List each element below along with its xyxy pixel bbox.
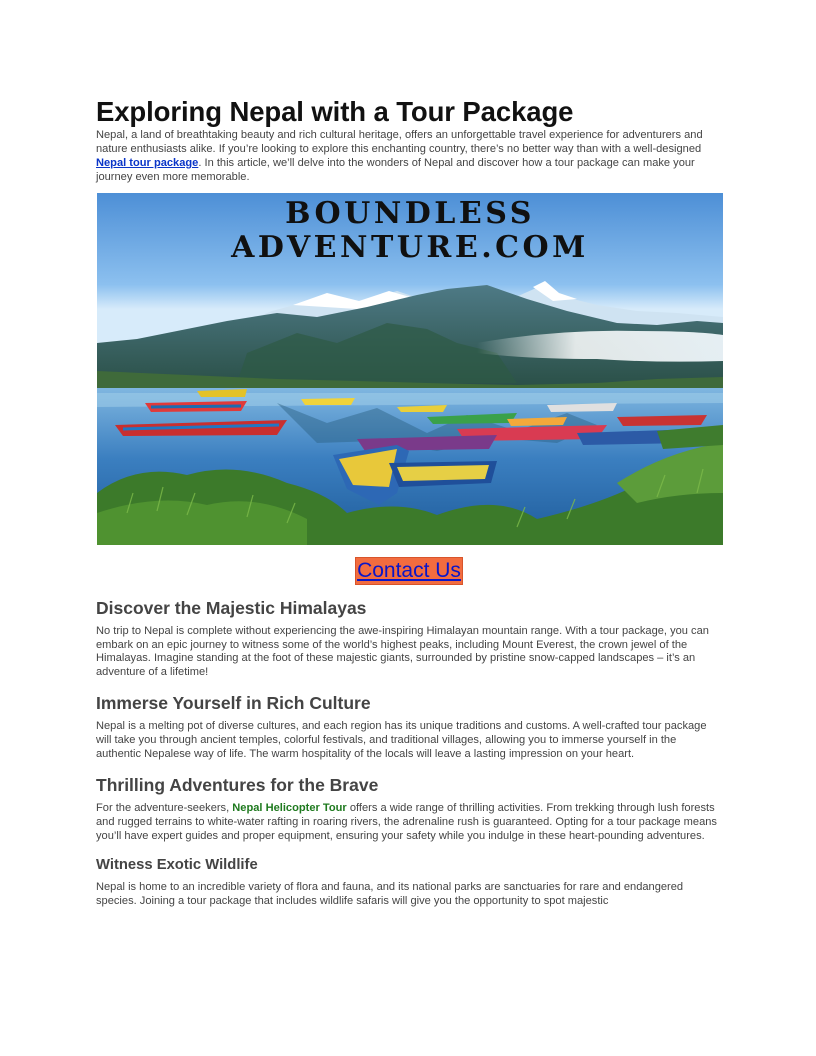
nepal-helicopter-tour-link[interactable]: Nepal Helicopter Tour [232,801,347,814]
contact-us-button[interactable]: Contact Us [355,557,463,585]
brand-line-1: BOUNDLESS [285,195,535,231]
adventures-text-end: offers a wide range of thrilling activities. From trekking through lush forests and rugged terrains to white-water rafting in roaring rivers, the adrenaline rush is guaranteed. Opting for a tour package means you’ll have expert guides and proper equipment, ensuring your safety while you indulge in these heart-pounding adventures. [96,801,717,842]
section-heading-himalayas: Discover the Majestic Himalayas [96,597,367,618]
section-body-adventures [96,802,722,844]
section-heading-wildlife: Witness Exotic Wildlife [96,856,258,873]
section-body-culture: Nepal is a melting pot of diverse cultures, and each region has its unique traditions and customs. A well-crafted tour package will take you through ancient temples, colorful festivals, and traditional villages, allowing you to immerse yourself in the authentic Nepalese way of life. The warm hospitality of the locals will leave a lasting impression on your heart. [96,720,707,761]
contact-row [96,557,722,585]
intro-paragraph [96,129,722,185]
hero-image [97,193,723,545]
intro-text-start: Nepal, a land of breathtaking beauty and rich cultural heritage, offers an unforgettable travel experience for adventurers and nature enthusiasts alike. If you’re looking to explore this enchanting country, there’s no better way than with a well-designed [96,129,703,155]
section-body-wildlife: Nepal is home to an incredible variety of flora and fauna, and its national parks are sanctuaries for rare and endangered species. Joining a tour package that includes wildlife safaris will give you the opportunity to spot majestic [96,880,684,907]
intro-text-end: . In this article, we’ll delve into the wonders of Nepal and discover how a tour package can make your journey even more memorable. [96,156,695,183]
page-title: Exploring Nepal with a Tour Package [96,96,574,127]
section-heading-adventures: Thrilling Adventures for the Brave [96,774,379,795]
section-body-himalayas: No trip to Nepal is complete without experiencing the awe-inspiring Himalayan mountain range. With a tour package, you can embark on an epic journey to witness some of the world’s highest peaks, including Mount Everest, the crown jewel of the Himalayas. Imagine standing at the foot of these majestic giants, surrounded by pristine snow-capped landscapes – it’s an adventure of a lifetime! [96,624,709,679]
nepal-tour-package-link[interactable]: Nepal tour package [96,156,199,169]
brand-line-2: ADVENTURE.COM [231,229,589,265]
adventures-text-start: For the adventure-seekers, [96,801,233,814]
document-page [96,96,722,909]
section-heading-culture: Immerse Yourself in Rich Culture [96,693,371,714]
